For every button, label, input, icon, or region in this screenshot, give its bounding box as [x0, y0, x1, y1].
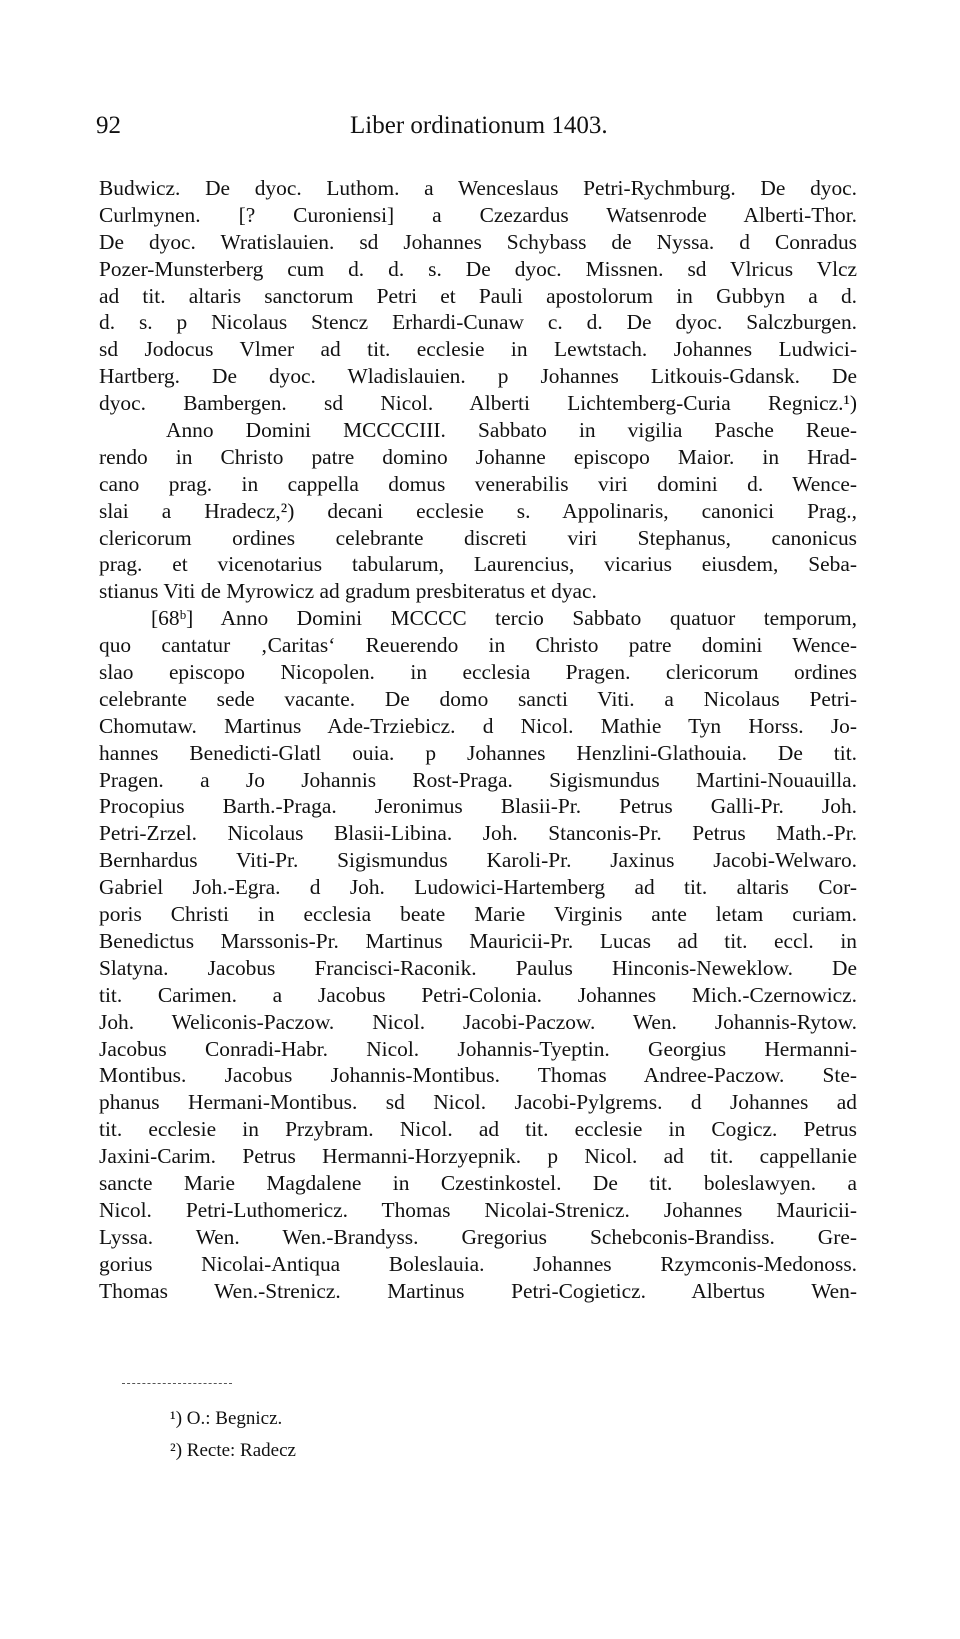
text-line: poris Christi in ecclesia beate Marie Virginis ante letam curiam.: [99, 902, 857, 927]
text-line: Lyssa. Wen. Wen.-Brandyss. Gregorius Schebconis-Brandiss. Gre-: [99, 1224, 857, 1249]
text-line: prag. et vicenotarius tabularum, Laurencius, vicarius eiusdem, Seba-: [99, 552, 857, 577]
text-line: sd Jodocus Vlmer ad tit. ecclesie in Lewtstach. Johannes Ludwici-: [99, 337, 857, 362]
text-line: Thomas Wen.-Strenicz. Martinus Petri-Cogieticz. Albertus Wen-: [99, 1278, 857, 1303]
text-line: De dyoc. Wratislauien. sd Johannes Schybass de Nyssa. d Conradus: [99, 229, 857, 254]
text-line: ad tit. altaris sanctorum Petri et Pauli apostolorum in Gubbyn a d.: [99, 283, 857, 308]
text-line: Pozer-Munsterberg cum d. d. s. De dyoc. Missnen. sd Vlricus Vlcz: [99, 256, 857, 281]
text-line: celebrante sede vacante. De domo sancti Viti. a Nicolaus Petri-: [99, 686, 857, 711]
text-line: Curlmynen. [? Curoniensi] a Czezardus Watsenrode Alberti-Thor.: [99, 202, 857, 227]
text-line: Montibus. Jacobus Johannis-Montibus. Thomas Andree-Paczow. Ste-: [99, 1063, 857, 1088]
text-line: Jaxini-Carim. Petrus Hermanni-Horzyepnik. p Nicol. ad tit. cappellanie: [99, 1144, 857, 1169]
text-line: stianus Viti de Myrowicz ad gradum presbiteratus et dyac.: [99, 579, 597, 604]
text-line: Pragen. a Jo Johannis Rost-Praga. Sigismundus Martini-Nouauilla.: [99, 767, 857, 792]
footnote: ¹) O.: Begnicz.: [170, 1408, 283, 1429]
text-line: slai a Hradecz,²) decani ecclesie s. Appolinaris, canonici Prag.,: [99, 498, 857, 523]
text-line: Bernhardus Viti-Pr. Sigismundus Karoli-Pr. Jaxinus Jacobi-Welwaro.: [99, 848, 857, 873]
text-line: tit. Carimen. a Jacobus Petri-Colonia. Johannes Mich.-Czernowicz.: [99, 982, 857, 1007]
text-line: gorius Nicolai-Antiqua Boleslauia. Johannes Rzymconis-Medonoss.: [99, 1251, 857, 1276]
text-line: Hartberg. De dyoc. Wladislauien. p Johannes Litkouis-Gdansk. De: [99, 364, 857, 389]
text-line: Slatyna. Jacobus Francisci-Raconik. Paulus Hinconis-Neweklow. De: [99, 955, 857, 980]
text-line: quo cantatur ‚Caritas‘ Reuerendo in Christo patre domini Wence-: [99, 633, 857, 658]
text-line: Gabriel Joh.-Egra. d Joh. Ludowici-Hartemberg ad tit. altaris Cor-: [99, 875, 857, 900]
text-line: clericorum ordines celebrante discreti viri Stephanus, canonicus: [99, 525, 857, 550]
body-text: [99, 175, 857, 1304]
text-line: Jacobus Conradi-Habr. Nicol. Johannis-Tyeptin. Georgius Hermanni-: [99, 1036, 857, 1061]
text-line: Nicol. Petri-Luthomericz. Thomas Nicolai-Strenicz. Johannes Mauricii-: [99, 1197, 857, 1222]
footnotes: [170, 1403, 296, 1467]
text-line: Joh. Weliconis-Paczow. Nicol. Jacobi-Paczow. Wen. Johannis-Rytow.: [99, 1009, 857, 1034]
text-line: slao episcopo Nicopolen. in ecclesia Pragen. clericorum ordines: [99, 660, 857, 685]
text-line: d. s. p Nicolaus Stencz Erhardi-Cunaw c. d. De dyoc. Salczburgen.: [99, 310, 857, 335]
text-line: Benedictus Marssonis-Pr. Martinus Mauricii-Pr. Lucas ad tit. eccl. in: [99, 928, 857, 953]
footnote: ²) Recte: Radecz: [170, 1440, 296, 1461]
text-line: dyoc. Bambergen. sd Nicol. Alberti Lichtemberg-Curia Regnicz.¹): [99, 391, 857, 416]
text-line: phanus Hermani-Montibus. sd Nicol. Jacobi-Pylgrems. d Johannes ad: [99, 1090, 857, 1115]
text-line: cano prag. in cappella domus venerabilis viri domini d. Wence-: [99, 471, 857, 496]
running-title: Liber ordinationum 1403.: [350, 112, 608, 139]
text-line: rendo in Christo patre domino Johanne episcopo Maior. in Hrad-: [99, 444, 857, 469]
text-line: hannes Benedicti-Glatl ouia. p Johannes Henzlini-Glathouia. De tit.: [99, 740, 857, 765]
page-header: [96, 112, 868, 152]
text-line: sancte Marie Magdalene in Czestinkostel. De tit. boleslawyen. a: [99, 1170, 857, 1195]
text-line: Budwicz. De dyoc. Luthom. a Wenceslaus Petri-Rychmburg. De dyoc.: [99, 176, 857, 200]
text-line: Chomutaw. Martinus Ade-Trziebicz. d Nicol. Mathie Tyn Horss. Jo-: [99, 713, 857, 738]
text-line: Procopius Barth.-Praga. Jeronimus Blasii-Pr. Petrus Galli-Pr. Joh.: [99, 794, 857, 819]
text-line: Anno Domini MCCCCIII. Sabbato in vigilia Pasche Reue-: [166, 418, 857, 443]
text-line: Petri-Zrzel. Nicolaus Blasii-Libina. Joh. Stanconis-Pr. Petrus Math.-Pr.: [99, 821, 857, 846]
page-number: 92: [96, 112, 121, 139]
text-line: [68ᵇ] Anno Domini MCCCC tercio Sabbato quatuor temporum,: [151, 606, 857, 631]
text-line: tit. ecclesie in Przybram. Nicol. ad tit. ecclesie in Cogicz. Petrus: [99, 1117, 857, 1142]
footnote-separator: [122, 1383, 232, 1384]
